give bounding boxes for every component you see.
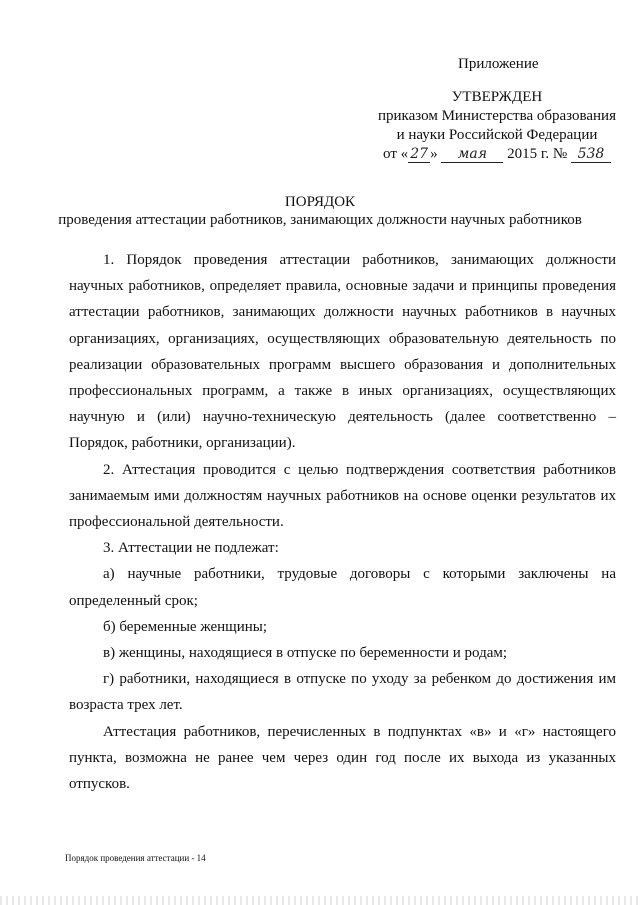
document-subtitle: проведения аттестации работников, занимающих должности научных работников bbox=[58, 212, 582, 228]
approval-block bbox=[372, 88, 622, 164]
order-number-handwritten: 538 bbox=[571, 147, 611, 163]
order-issuer-line1: приказом Министерства образования bbox=[378, 108, 616, 124]
paragraph-3: 3. Аттестации не подлежат: bbox=[103, 540, 279, 557]
date-year: 2015 г. № bbox=[507, 146, 568, 162]
subitem-b: б) беременные женщины; bbox=[103, 618, 268, 635]
subitem-a: а) научные работники, трудовые договоры с которыми заключены на определенный срок; bbox=[69, 566, 616, 609]
approved-heading: УТВЕРЖДЕН bbox=[451, 89, 543, 105]
document-title: ПОРЯДОК bbox=[284, 194, 356, 210]
date-close-quote: » bbox=[430, 146, 438, 162]
date-day-handwritten: 27 bbox=[408, 147, 430, 163]
paragraph-2: 2. Аттестация проводится с целью подтверждения соответствия работников занимаемым ими должностям научных работников на основе оценки результатов их профессиональной деятельности. bbox=[69, 461, 616, 531]
subitem-v: в) женщины, находящиеся в отпуске по беременности и родам; bbox=[103, 645, 508, 662]
order-issuer-line2: и науки Российской Федерации bbox=[396, 127, 598, 143]
order-date-line bbox=[372, 145, 622, 164]
document-body bbox=[69, 247, 616, 797]
subitem-g: г) работники, находящиеся в отпуске по уходу за ребенком до достижения им возраста трех лет. bbox=[69, 671, 616, 714]
page-footer: Порядок проведения аттестации - 14 bbox=[65, 853, 206, 863]
date-prefix: от « bbox=[383, 146, 409, 162]
paragraph-1: 1. Порядок проведения аттестации работников, занимающих должности научных работников, определяет правила, основные задачи и принципы проведения аттестации работников, занимающих должности научных работников в научных организациях, организациях, осуществляющих образовательную деятельность по реализации образовательных программ высшего образования и дополнительных профессиональных программ, а также в иных организациях, осуществляющих научную и (или) научно-техническую деятельность (далее соответственно – Порядок, работники, организации). bbox=[69, 252, 616, 452]
scan-edge bbox=[0, 896, 640, 905]
appendix-label: Приложение bbox=[458, 56, 539, 72]
paragraph-exception: Аттестация работников, перечисленных в подпунктах «в» и «г» настоящего пункта, возможна не ранее чем через один год после их выхода из указанных отпусков. bbox=[69, 723, 616, 793]
date-month-handwritten: мая bbox=[441, 147, 503, 163]
